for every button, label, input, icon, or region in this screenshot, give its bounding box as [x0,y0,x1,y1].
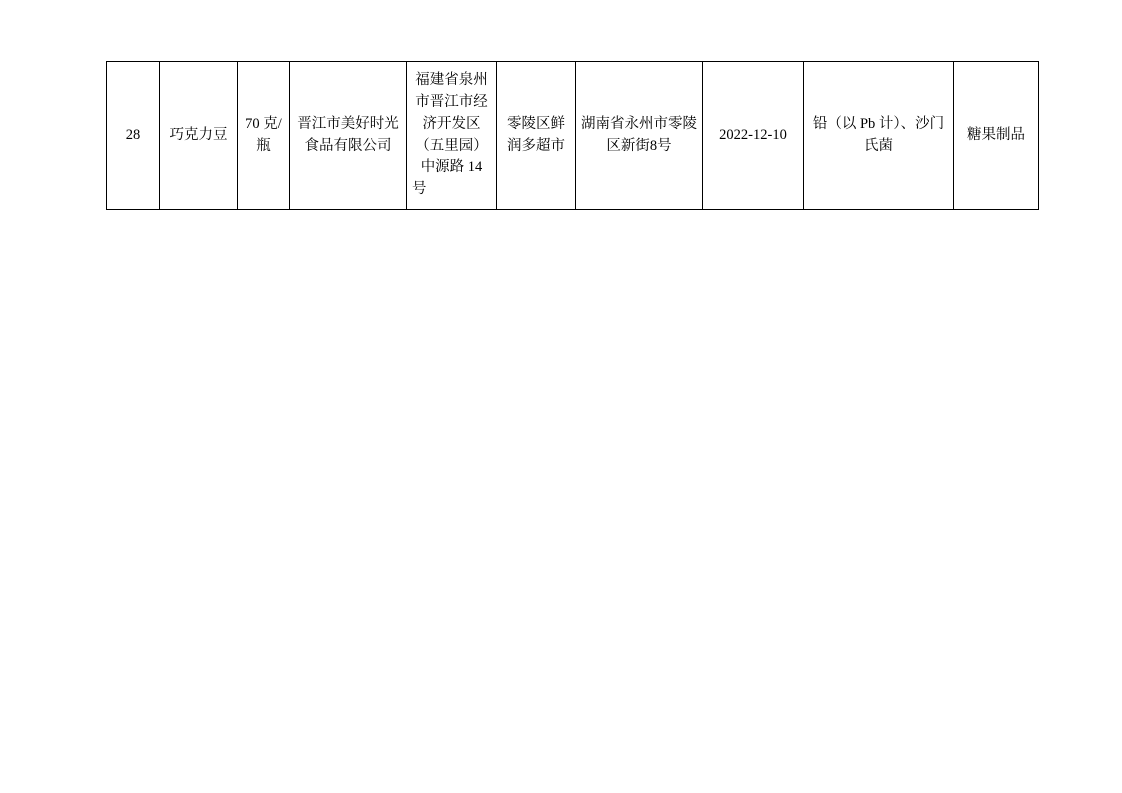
table-row [107,62,1039,210]
cell-sampled-unit: 零陵区鲜润多超市 [497,62,576,210]
cell-index: 28 [107,62,160,210]
cell-food-category: 糖果制品 [954,62,1039,210]
cell-product-name: 巧克力豆 [160,62,238,210]
inspection-results-table [106,61,1039,210]
cell-failed-items: 铅（以 Pb 计）、沙门氏菌 [804,62,954,210]
cell-manufacturer: 晋江市美好时光食品有限公司 [290,62,407,210]
cell-sampled-unit-address: 湖南省永州市零陵区新街8号 [576,62,703,210]
cell-manufacturer-address: 福建省泉州市晋江市经济开发区（五里园）中源路 14 号 [407,62,497,210]
cell-production-date: 2022-12-10 [703,62,804,210]
cell-spec: 70 克/瓶 [238,62,290,210]
